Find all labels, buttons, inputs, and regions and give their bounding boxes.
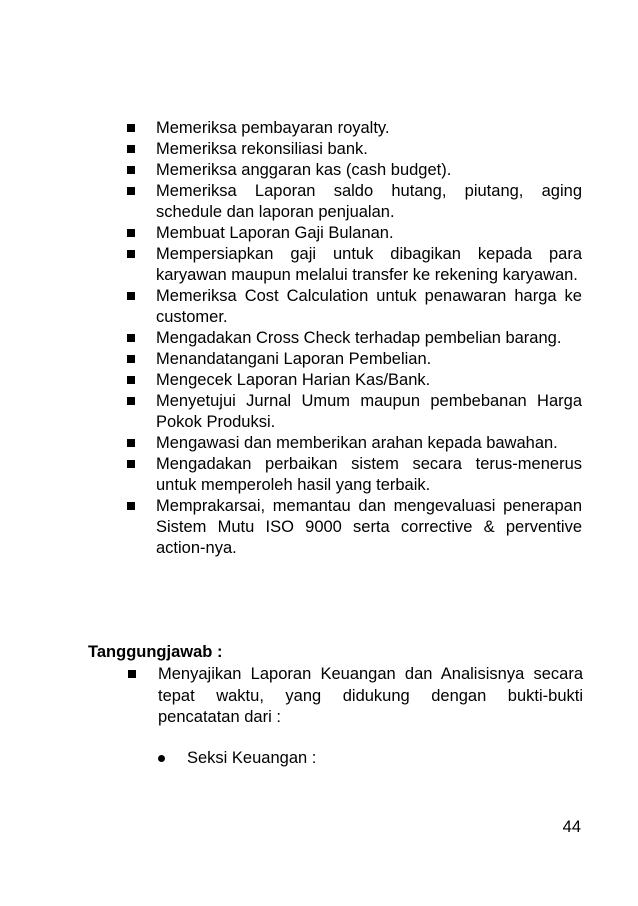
list-item: Mengadakan Cross Check terhadap pembelian barang.: [126, 328, 582, 349]
list-item: Membuat Laporan Gaji Bulanan.: [126, 223, 582, 244]
list-item: Memeriksa pembayaran royalty.: [126, 118, 582, 139]
square-bullet-icon: [127, 439, 135, 447]
square-bullet-icon: [127, 334, 135, 342]
square-bullet-icon: [127, 502, 135, 510]
round-bullet-icon: [158, 755, 165, 762]
square-bullet-icon: [127, 376, 135, 384]
square-bullet-icon: [127, 229, 135, 237]
list-item: Mengecek Laporan Harian Kas/Bank.: [126, 370, 582, 391]
list-item: Menyetujui Jurnal Umum maupun pembebanan Harga Pokok Produksi.: [126, 391, 582, 433]
page-number: 44: [562, 818, 581, 836]
list-item: Memeriksa Cost Calculation untuk penawaran harga ke customer.: [126, 286, 582, 328]
list-item: Menandatangani Laporan Pembelian.: [126, 349, 582, 370]
list-item: Memeriksa Laporan saldo hutang, piutang, aging schedule dan laporan penjualan.: [126, 181, 582, 223]
responsibilities-list: [127, 664, 583, 729]
section-heading: Tanggungjawab :: [88, 643, 223, 661]
square-bullet-icon: [127, 145, 135, 153]
list-item: Mengawasi dan memberikan arahan kepada bawahan.: [126, 433, 582, 454]
list-item: Mempersiapkan gaji untuk dibagikan kepada para karyawan maupun melalui transfer ke rekening karyawan.: [126, 244, 582, 286]
square-bullet-icon: [127, 166, 135, 174]
square-bullet-icon: [127, 355, 135, 363]
list-item: Memprakarsai, memantau dan mengevaluasi penerapan Sistem Mutu ISO 9000 serta corrective & perventive action-nya.: [126, 496, 582, 559]
square-bullet-icon: [128, 670, 136, 678]
square-bullet-icon: [127, 124, 135, 132]
square-bullet-icon: [127, 292, 135, 300]
square-bullet-icon: [127, 460, 135, 468]
list-item: Memeriksa anggaran kas (cash budget).: [126, 160, 582, 181]
square-bullet-icon: [127, 187, 135, 195]
square-bullet-icon: [127, 250, 135, 258]
square-bullet-icon: [127, 397, 135, 405]
sub-list-item: Seksi Keuangan :: [158, 748, 316, 769]
duties-list: [126, 118, 582, 559]
list-item: Menyajikan Laporan Keuangan dan Analisisnya secara tepat waktu, yang didukung dengan bukti-bukti pencatatan dari :: [127, 664, 583, 729]
list-item: Mengadakan perbaikan sistem secara terus-menerus untuk memperoleh hasil yang terbaik.: [126, 454, 582, 496]
list-item: Memeriksa rekonsiliasi bank.: [126, 139, 582, 160]
